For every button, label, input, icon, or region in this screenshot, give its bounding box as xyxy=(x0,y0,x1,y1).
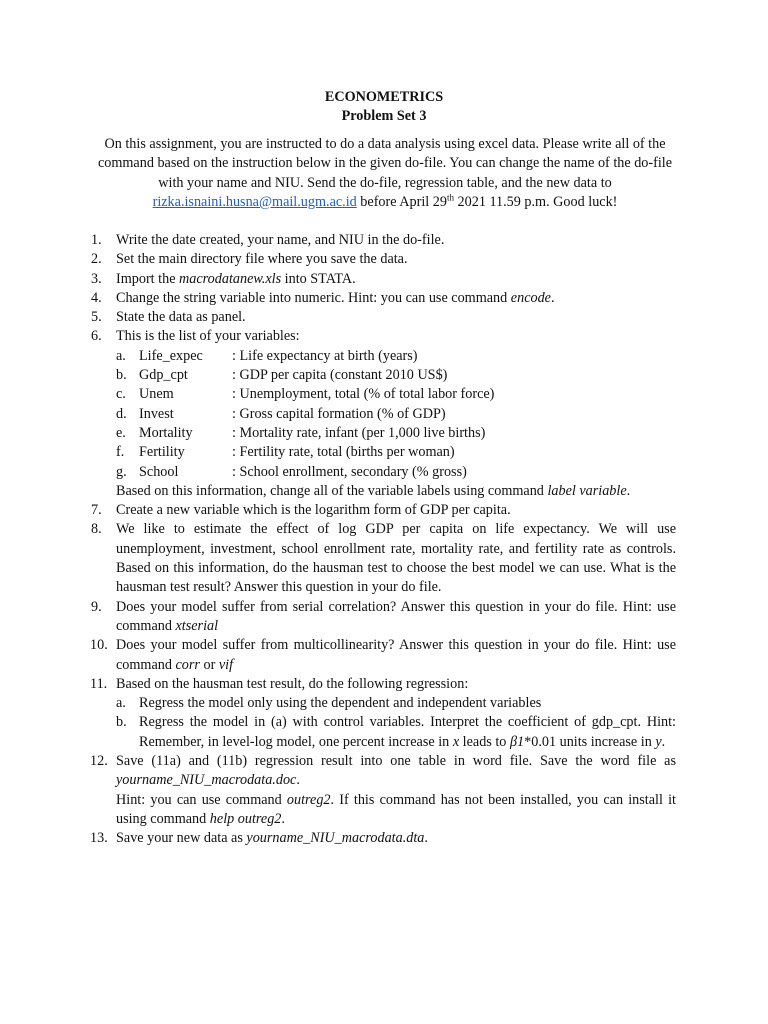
task-number: 4. xyxy=(91,289,102,306)
task-number: 7. xyxy=(91,502,102,519)
task-italic: encode xyxy=(510,289,551,306)
variable-name: Fertility xyxy=(139,444,185,461)
variable-name: School xyxy=(139,463,179,480)
regression-letter: a. xyxy=(116,695,126,712)
task-italic: xtserial xyxy=(175,617,219,634)
regression-text: Regress the model in (a) with control variables. Interpret the coefficient of gdp_cpt. Hint: Remember, in level-log model, one percent increase in xyxy=(139,714,676,750)
variable-desc: : School enrollment, secondary (% gross) xyxy=(232,463,467,480)
task-item xyxy=(91,829,676,848)
task-text: . xyxy=(424,830,428,847)
document-subtitle: Problem Set 3 xyxy=(341,108,427,124)
variable-letter: e. xyxy=(116,424,126,441)
variable-name: Life_expec xyxy=(139,347,203,364)
task-item xyxy=(91,675,676,752)
variable-item xyxy=(116,405,676,424)
task-italic: outreg2 xyxy=(286,791,331,808)
variable-letter: g. xyxy=(116,463,127,480)
task-text: into STATA. xyxy=(281,270,356,287)
regression-item xyxy=(116,694,676,713)
variable-item xyxy=(116,366,676,385)
task-item xyxy=(91,501,676,520)
task-text: Save (11a) and (11b) regression result into one table in word file. Save the word file as xyxy=(116,753,676,770)
variable-list xyxy=(116,347,676,482)
intro-paragraph xyxy=(90,135,680,212)
regression-text: Regress the model only using the dependent and independent variables xyxy=(139,695,542,712)
variable-item xyxy=(116,424,676,443)
task-italic: β1 xyxy=(509,733,525,750)
task-item xyxy=(91,752,676,829)
task-number: 3. xyxy=(91,270,102,287)
task-text: Write the date created, your name, and NIU in the do-file. xyxy=(116,232,445,248)
regression-text: leads to xyxy=(459,733,510,750)
outreg-hint xyxy=(116,791,676,830)
task-number: 11. xyxy=(90,675,108,692)
regression-item xyxy=(116,713,676,752)
task-text: . xyxy=(550,289,555,306)
variable-letter: c. xyxy=(116,386,126,403)
deadline-superscript: th xyxy=(446,192,454,203)
task-text: Does your model suffer from multicollinearity? Answer this question in your do file. Hint: use command xyxy=(116,637,676,673)
variable-desc: : Life expectancy at birth (years) xyxy=(232,347,418,364)
variable-letter: a. xyxy=(116,347,126,364)
variable-desc: : Fertility rate, total (births per woman) xyxy=(232,444,455,461)
task-item xyxy=(91,308,676,327)
task-text: or xyxy=(199,656,219,673)
variable-item xyxy=(116,347,676,366)
variable-letter: f. xyxy=(116,444,125,461)
task-item xyxy=(91,598,676,637)
task-number: 2. xyxy=(91,251,102,268)
task-item xyxy=(91,327,676,501)
task-number: 13. xyxy=(90,830,108,847)
variable-desc: : GDP per capita (constant 2010 US$) xyxy=(232,367,448,384)
variable-desc: : Gross capital formation (% of GDP) xyxy=(232,405,446,422)
task-italic: yourname_NIU_macrodata.dta xyxy=(246,830,425,847)
variable-name: Gdp_cpt xyxy=(139,367,188,384)
task-italic: x xyxy=(452,733,460,750)
task-text: Does your model suffer from serial correlation? Answer this question in your do file. Hint: use command xyxy=(116,598,676,634)
task-italic: corr xyxy=(175,656,200,673)
variable-letter: d. xyxy=(116,405,127,422)
variable-desc: : Mortality rate, infant (per 1,000 live births) xyxy=(232,424,486,441)
task-text: Hint: you can use command xyxy=(116,791,287,808)
task-text: Based on the hausman test result, do the following regression: xyxy=(116,675,469,692)
task-text: State the data as panel. xyxy=(116,309,246,326)
task-text: Change the string variable into numeric. Hint: you can use command xyxy=(116,289,511,306)
task-item xyxy=(91,250,676,269)
task-italic: yourname_NIU_macrodata.doc xyxy=(116,772,297,789)
task-text: Save your new data as xyxy=(116,830,247,847)
variable-item xyxy=(116,385,676,404)
task-item xyxy=(91,289,676,308)
regression-letter: b. xyxy=(116,714,127,731)
task-text: Import the xyxy=(116,270,180,287)
variable-item xyxy=(116,443,676,462)
task-number: 8. xyxy=(91,521,102,538)
task-number: 9. xyxy=(91,598,102,615)
variable-name: Mortality xyxy=(139,424,193,441)
task-number: 1. xyxy=(91,232,102,248)
task-item xyxy=(91,520,676,597)
task-text: . If this command has not been installed, you can install it using command xyxy=(116,791,676,827)
task-text: . xyxy=(296,772,300,789)
task-item xyxy=(91,270,676,289)
email-link[interactable]: rizka.isnaini.husna@mail.ugm.ac.id xyxy=(152,193,357,210)
task-text: Based on this information, change all of the variable labels using command xyxy=(116,482,548,499)
document-title: ECONOMETRICS xyxy=(324,89,444,105)
task-item xyxy=(91,636,676,675)
task-text: Create a new variable which is the logarithm form of GDP per capita. xyxy=(116,502,511,519)
deadline-prefix: before April 29 xyxy=(356,193,447,210)
task-text: . xyxy=(281,810,285,827)
task-text: . xyxy=(626,482,631,499)
task-italic: label variable xyxy=(547,482,627,499)
label-instruction xyxy=(116,482,676,501)
regression-text: . xyxy=(661,733,666,750)
deadline-suffix: 2021 11.59 p.m. Good luck! xyxy=(454,193,618,210)
task-list xyxy=(91,231,676,849)
task-italic: vif xyxy=(218,656,234,673)
task-italic: help outreg2 xyxy=(209,810,282,827)
variable-desc: : Unemployment, total (% of total labor force) xyxy=(232,386,495,403)
regression-text: *0.01 units increase in xyxy=(524,733,656,750)
variable-name: Unem xyxy=(139,386,174,403)
task-number: 6. xyxy=(91,328,102,345)
intro-text: On this assignment, you are instructed to do a data analysis using excel data. Please write all of the command based on the instruction below in the given do-file. You can change the name of the do-file with your name and NIU. Send the do-file, regression table, and the new data to xyxy=(97,136,673,191)
variable-name: Invest xyxy=(139,405,174,422)
task-number: 5. xyxy=(91,309,102,326)
task-italic: macrodatanew.xls xyxy=(179,270,282,287)
task-italic: y xyxy=(655,733,662,750)
task-number: 12. xyxy=(90,753,108,770)
task-text: This is the list of your variables: xyxy=(116,328,300,345)
variable-item xyxy=(116,463,676,482)
task-number: 10. xyxy=(90,637,108,654)
regression-list xyxy=(116,694,676,752)
task-item xyxy=(91,231,676,250)
task-text: Set the main directory file where you save the data. xyxy=(116,251,408,268)
task-text: We like to estimate the effect of log GDP per capita on life expectancy. We will use unemployment, investment, school enrollment rate, mortality rate, and fertility rate as controls. Based on this information, do the hausman test to choose the best model we can use. What is the hausman test result? Answer this question in your do file. xyxy=(116,521,676,596)
variable-letter: b. xyxy=(116,367,127,384)
